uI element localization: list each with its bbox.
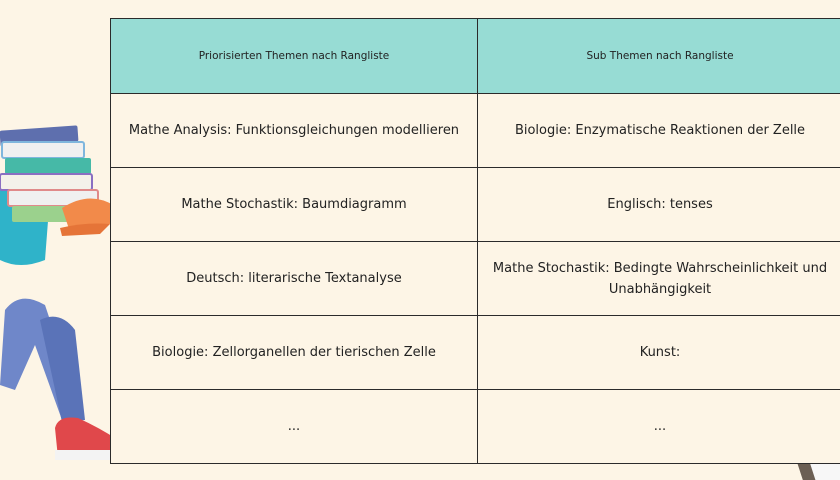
table-cell-sub: Biologie: Enzymatische Reaktionen der Zelle [478,94,840,168]
ranking-table-container [110,18,840,461]
header-sub-themen: Sub Themen nach Rangliste [478,19,840,94]
table-row [111,316,840,390]
header-priorisierte-themen: Priorisierten Themen nach Rangliste [111,19,478,94]
table-cell-priority: Mathe Analysis: Funktionsgleichungen modellieren [111,94,478,168]
table-cell-priority: ... [111,390,478,464]
table-header-row [111,19,840,94]
table-row [111,242,840,316]
table-cell-sub: Kunst: [478,316,840,390]
table-row [111,94,840,168]
table-cell-sub: Englisch: tenses [478,168,840,242]
table-cell-priority: Biologie: Zellorganellen der tierischen Zelle [111,316,478,390]
table-row [111,390,840,464]
table-cell-sub: Mathe Stochastik: Bedingte Wahrscheinlichkeit und Unabhängigkeit [478,242,840,316]
ranking-table [110,18,840,464]
table-row [111,168,840,242]
table-cell-priority: Mathe Stochastik: Baumdiagramm [111,168,478,242]
table-cell-sub: ... [478,390,840,464]
table-cell-priority: Deutsch: literarische Textanalyse [111,242,478,316]
